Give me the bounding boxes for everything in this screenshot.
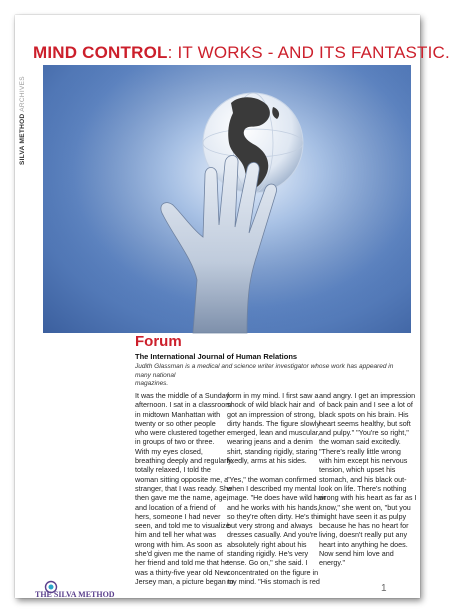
- body-line: in midtown Manhattan with: [135, 409, 221, 419]
- body-line: might have seen it as pulpy: [319, 511, 407, 521]
- body-line: It was the middle of a Sunday: [135, 391, 230, 400]
- body-line: my mind. "His stomach is red: [227, 576, 320, 586]
- body-line: her friend and told me that he: [135, 558, 229, 568]
- body-line: concentrated on the figure in: [227, 567, 319, 577]
- body-line: and location of a friend of: [135, 502, 216, 512]
- body-line: know," she went on, "but you: [319, 502, 411, 512]
- body-line: of back pain and I see a lot of: [319, 400, 413, 410]
- body-line: heart seems healthy, but soft: [319, 418, 411, 428]
- body-line: shock of wild black hair and: [227, 400, 315, 410]
- body-line: Now send him love and: [319, 549, 394, 559]
- body-line: got an impression of strong,: [227, 409, 316, 419]
- body-line: with him except his nervous: [319, 456, 408, 466]
- body-line: afternoon. I sat in a classroom: [135, 400, 232, 410]
- journal-name: The International Journal of Human Relations: [135, 352, 298, 361]
- page-title: [33, 43, 450, 63]
- body-line: who were clustered together: [135, 428, 226, 438]
- article-column-2: [227, 391, 326, 586]
- body-line: because he has no heart for: [319, 521, 409, 531]
- page-number: 1: [381, 583, 387, 594]
- body-line: wrong with him. As soon as: [135, 539, 223, 549]
- body-line: standing rigidly. He's very: [227, 549, 309, 559]
- archive-side-label: [19, 76, 26, 165]
- body-line: stranger, that I was ready. She: [135, 483, 232, 493]
- body-line: and pulpy." "You're so right,": [319, 428, 409, 438]
- body-line: With my eyes closed,: [135, 446, 203, 456]
- byline-line: magazines.: [135, 380, 169, 387]
- body-line: "Yes," the woman confirmed: [227, 474, 317, 484]
- body-line: black spots on his brain. His: [319, 409, 409, 419]
- section-title: Forum: [135, 333, 182, 350]
- body-line: form in my mind. I first saw a: [227, 391, 319, 400]
- body-line: heart into anything he does.: [319, 539, 408, 549]
- silva-method-logo: [31, 580, 151, 602]
- hand-holding-globe-icon: [43, 65, 411, 333]
- body-line: [227, 465, 311, 474]
- body-line: look on life. There's nothing: [319, 483, 407, 493]
- body-line: and he works with his hands,: [227, 502, 320, 512]
- body-line: but very strong and always: [227, 521, 313, 531]
- body-line: absolutely right about his: [227, 539, 307, 549]
- body-line: image. "He does have wild hair: [227, 493, 326, 503]
- body-line: living, doesn't really put any: [319, 530, 408, 540]
- body-line: stomach, and his black out-: [319, 474, 407, 484]
- article-column-3: [319, 391, 417, 568]
- body-line: him and tell her what was: [135, 530, 217, 540]
- body-line: dirty hands. The figure slowly: [227, 418, 320, 428]
- body-line: was a thirty-five year old New: [135, 567, 229, 577]
- body-line: emerged, lean and muscular,: [227, 428, 320, 438]
- body-line: and angry. I get an impression: [319, 391, 416, 400]
- author-byline: [135, 363, 405, 389]
- body-line: then gave me the name, age,: [135, 493, 229, 503]
- body-line: hers, someone I had never: [135, 511, 221, 521]
- byline-line: Judith Glassman is a medical and science writer investigator whose work has appeared in many national: [135, 363, 394, 379]
- body-line: she'd given me the name of: [135, 549, 224, 559]
- body-line: Jersey man, a picture began to: [135, 576, 234, 586]
- body-line: shirt, standing rigidly, staring: [227, 446, 318, 456]
- body-line: twenty or so other people: [135, 418, 216, 428]
- body-line: wrong with his heart as far as I: [319, 493, 417, 503]
- side-label-archives: ARCHIVES: [19, 76, 26, 112]
- article-column-1: [135, 391, 234, 586]
- body-line: when I described my mental: [227, 483, 317, 493]
- body-line: seen, and told me to visualize: [135, 521, 230, 531]
- body-line: dresses casually. And you're: [227, 530, 318, 540]
- body-line: woman sitting opposite me, a: [135, 474, 229, 484]
- body-line: tension, which upset his: [319, 465, 396, 475]
- body-line: energy.": [319, 558, 345, 568]
- side-label-brand: SILVA METHOD: [19, 113, 26, 165]
- document-page: [15, 15, 450, 599]
- title-main: MIND CONTROL: [33, 43, 168, 62]
- title-rest: : IT WORKS - AND ITS FANTASTIC.: [167, 43, 450, 62]
- body-line: fixedly, arms at his sides.: [227, 456, 307, 466]
- body-line: totally relaxed, I told the: [135, 465, 211, 475]
- body-line: "There's really little wrong: [319, 446, 401, 456]
- body-line: in groups of two or three.: [135, 437, 215, 447]
- body-line: tense. Go on," she said. I: [227, 558, 308, 568]
- logo-text: THE SILVA METHOD: [35, 590, 115, 599]
- body-line: so they're often dirty. He's thin: [227, 511, 323, 521]
- body-line: breathing deeply and regularly,: [135, 456, 234, 466]
- body-line: the woman said excitedly.: [319, 437, 401, 447]
- body-line: wearing jeans and a denim: [227, 437, 313, 447]
